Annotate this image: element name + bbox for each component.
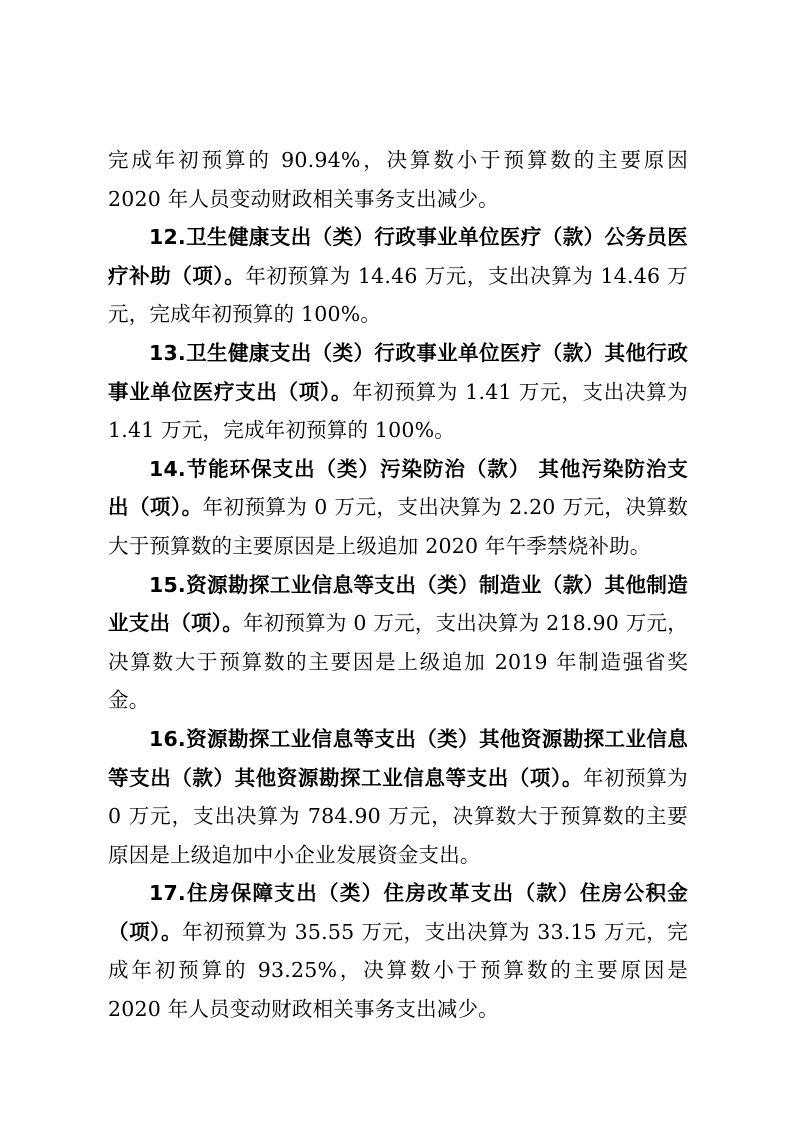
item-heading: 13.卫生健康支出（类）行政事业单位医疗（款）其他行政事业单位医疗支出（项）。 — [108, 340, 688, 404]
paragraph-text: 完成年初预算的 90.94%，决算数小于预算数的主要原因 2020 年人员变动财政相关事务支出减少。 — [108, 148, 688, 211]
item-text: 年初预算为 14.46 万元，支出决算为 14.46 万元，完成年初预算的 100%。 — [108, 263, 688, 327]
item-heading: 14.节能环保支出（类）污染防治（款） 其他污染防治支出（项）。 — [108, 456, 688, 520]
item-text: 年初预算为 0 万元，支出决算为 218.90 万元，决算数大于预算数的主要因是上级追加 2019 年制造强省奖金。 — [108, 611, 688, 713]
item-text: 年初预算为 35.55 万元，支出决算为 33.15 万元，完成年初预算的 93.25%，决算数小于预算数的主要原因是 2020 年人员变动财政相关事务支出减少。 — [108, 919, 688, 1022]
document-body — [108, 141, 688, 1029]
item-text: 年初预算为 1.41 万元，支出决算为 1.41 万元，完成年初预算的 100%。 — [108, 379, 688, 443]
paragraph-item-17 — [108, 874, 688, 1028]
item-heading: 15.资源勘探工业信息等支出（类）制造业（款）其他制造业支出（项）。 — [108, 572, 688, 636]
paragraph-item-15 — [108, 566, 688, 720]
item-text: 年初预算为 0 万元，支出决算为 2.20 万元，决算数大于预算数的主要原因是上级追加 2020 年午季禁烧补助。 — [108, 495, 688, 558]
paragraph-item-13 — [108, 334, 688, 450]
item-heading: 12.卫生健康支出（类）行政事业单位医疗（款）公务员医疗补助（项）。 — [108, 225, 688, 288]
item-heading: 17.住房保障支出（类）住房改革支出（款）住房公积金（项）。 — [108, 881, 688, 944]
item-text: 年初预算为 0 万元，支出决算为 784.90 万元，决算数大于预算数的主要原因是上级追加中小企业发展资金支出。 — [108, 765, 688, 867]
paragraph-item-12 — [108, 218, 688, 334]
item-heading: 16.资源勘探工业信息等支出（类）其他资源勘探工业信息等支出（款）其他资源勘探工业信息等支出（项）。 — [108, 726, 688, 790]
paragraph-11-continuation — [108, 141, 688, 218]
paragraph-item-16 — [108, 720, 688, 874]
paragraph-item-14 — [108, 450, 688, 566]
